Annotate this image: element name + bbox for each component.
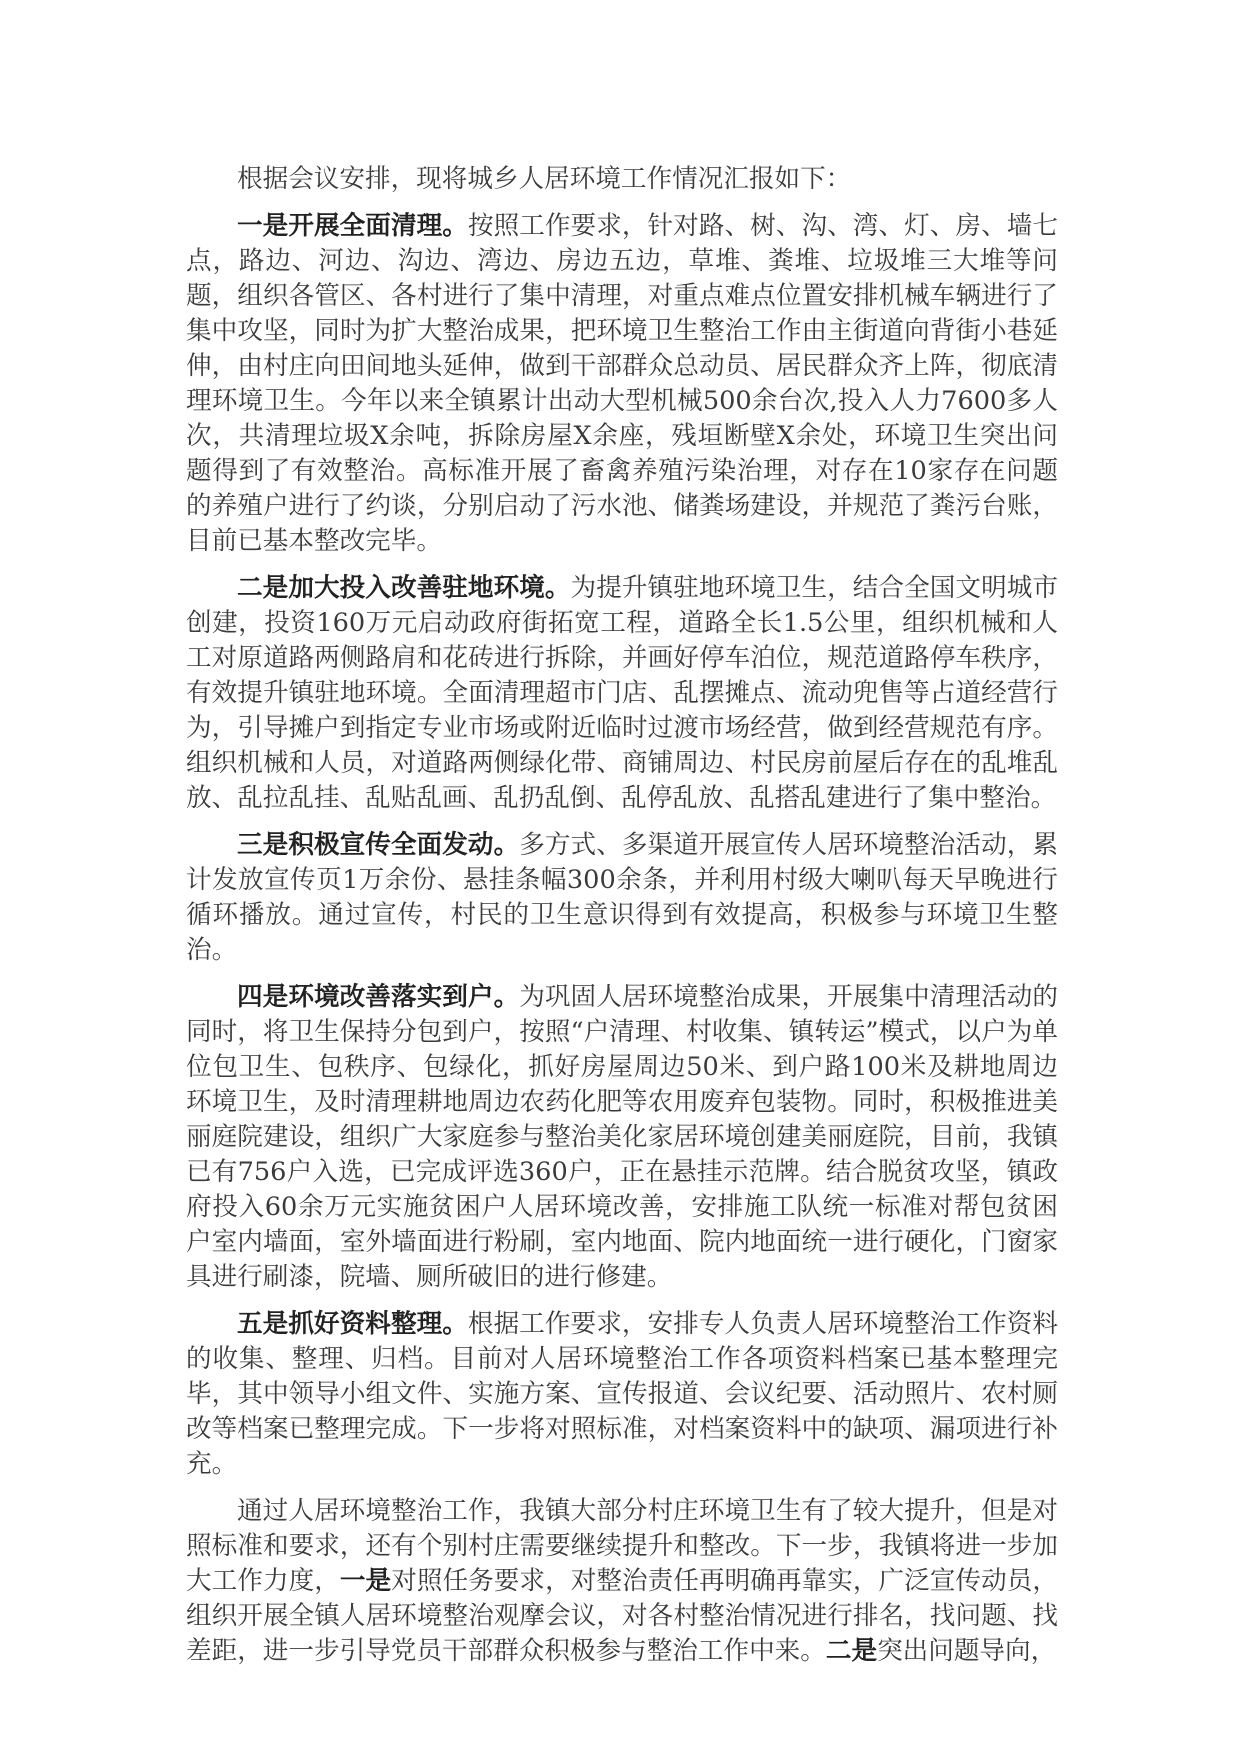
document-page [186,162,1058,1681]
conclusion-point-1-label: 一是 [339,1566,392,1596]
section-3-body: 多方式、多渠道开展宣传人居环境整治活动，累计发放宣传页1万余份、悬挂条幅300余条，并利用村级大喇叭每天早晚进行循环播放。通过宣传，村民的卫生意识得到有效提高，积极参与环境卫生整治。 [186,830,1058,965]
section-4-heading: 四是环境改善落实到户。 [237,982,520,1012]
section-2-heading: 二是加大投入改善驻地环境。 [237,573,571,603]
section-5-heading: 五是抓好资料整理。 [237,1309,468,1339]
section-2-paragraph [186,571,1058,816]
section-3-heading: 三是积极宣传全面发动。 [237,830,520,860]
section-1-heading: 一是开展全面清理。 [237,211,468,241]
section-5-paragraph [186,1307,1058,1482]
section-3-paragraph [186,828,1058,968]
section-2-body: 为提升镇驻地环境卫生，结合全国文明城市创建，投资160万元启动政府街拓宽工程，道路全长1.5公里，组织机械和人工对原道路两侧路肩和花砖进行拆除，并画好停车泊位，规范道路停车秩序，有效提升镇驻地环境。全面清理超市门店、乱摆摊点、流动兜售等占道经营行为，引导摊户到指定专业市场或附近临时过渡市场经营，做到经营规范有序。组织机械和人员，对道路两侧绿化带、商铺周边、村民房前屋后存在的乱堆乱放、乱拉乱挂、乱贴乱画、乱扔乱倒、乱停乱放、乱搭乱建进行了集中整治。 [186,573,1058,813]
intro-paragraph: 根据会议安排，现将城乡人居环境工作情况汇报如下： [237,164,852,194]
section-4-body: 为巩固人居环境整治成果，开展集中清理活动的同时，将卫生保持分包到户，按照“户清理、村收集、镇转运”模式，以户为单位包卫生、包秩序、包绿化，抓好房屋周边50米、到户路100米及耕地周边环境卫生，及时清理耕地周边农药化肥等农用废弃包装物。同时，积极推进美丽庭院建设，组织广大家庭参与整治美化家居环境创建美丽庭院，目前，我镇已有756户入选，已完成评选360户，正在悬挂示范牌。结合脱贫攻坚，镇政府投入60余万元实施贫困户人居环境改善，安排施工队统一标准对帮包贫困户室内墙面，室外墙面进行粉刷，室内地面、院内地面统一进行硬化，门窗家具进行刷漆，院墙、厕所破旧的进行修建。 [186,982,1058,1292]
section-5-body: 根据工作要求，安排专人负责人居环境整治工作资料的收集、整理、归档。目前对人居环境整治工作各项资料档案已基本整理完毕，其中领导小组文件、实施方案、宣传报道、会议纪要、活动照片、农村厕改等档案已整理完成。下一步将对照标准，对档案资料中的缺项、漏项进行补充。 [186,1309,1058,1479]
section-1-body: 按照工作要求，针对路、树、沟、湾、灯、房、墙七点，路边、河边、沟边、湾边、房边五边，草堆、粪堆、垃圾堆三大堆等问题，组织各管区、各村进行了集中清理，对重点难点位置安排机械车辆进行了集中攻坚，同时为扩大整治成果，把环境卫生整治工作由主街道向背街小巷延伸，由村庄向田间地头延伸，做到干部群众总动员、居民群众齐上阵，彻底清理环境卫生。今年以来全镇累计出动大型机械500余台次,投入人力7600多人次，共清理垃圾X余吨，拆除房屋X余座，残垣断壁X余处，环境卫生突出问题得到了有效整治。高标准开展了畜禽养殖污染治理，对存在10家存在问题的养殖户进行了约谈，分别启动了污水池、储粪场建设，并规范了粪污台账，目前已基本整改完毕。 [186,211,1058,556]
conclusion-text-1: 通过人居环境整治工作，我镇大部分村庄环境卫生有了较大提升，但是对照标准和要求，还有个别村庄需要继续提升和整改。下一步，我镇将进一步加大工作力度， [186,1496,1058,1596]
conclusion-paragraph [186,1494,1058,1669]
conclusion-text-3: 突出问题导向， [877,1636,1057,1666]
section-1-paragraph [186,209,1058,559]
conclusion-text-2: 对照任务要求，对整治责任再明确再靠实，广泛宣传动员，组织开展全镇人居环境整治观摩会议，对各村整治情况进行排名，找问题、找差距，进一步引导党员干部群众积极参与整治工作中来。 [186,1566,1058,1666]
conclusion-point-2-label: 二是 [825,1636,878,1666]
section-4-paragraph [186,980,1058,1295]
